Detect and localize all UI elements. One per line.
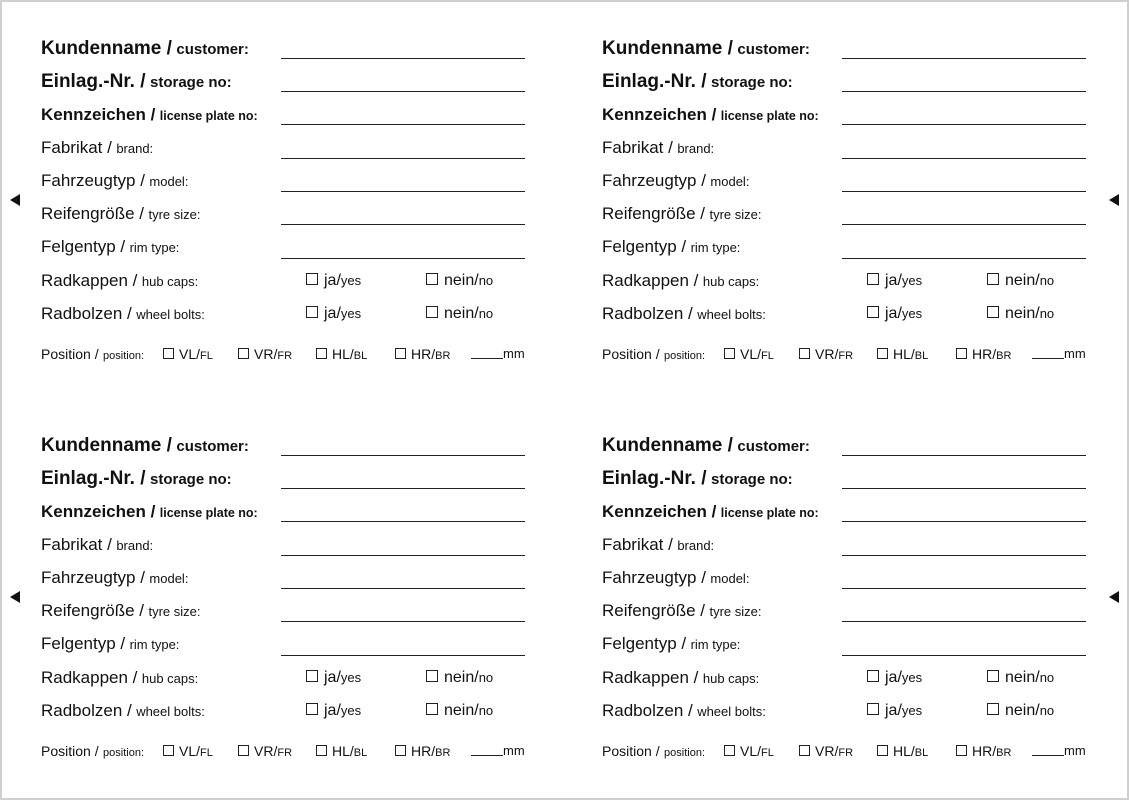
checkbox-icon[interactable] xyxy=(867,273,879,285)
checkbox-icon[interactable] xyxy=(956,348,967,359)
position-row xyxy=(602,741,1102,761)
position-vl-option[interactable]: VL/FL xyxy=(163,741,213,763)
position-hl-option[interactable]: HL/BL xyxy=(316,344,367,366)
wheel-bolts-label: Radbolzen / wheel bolts: xyxy=(602,304,766,323)
storage-label: Einlag.-Nr. / storage no: xyxy=(41,71,232,92)
storage-label: Einlag.-Nr. / storage no: xyxy=(41,468,232,489)
tyre-label-card xyxy=(602,434,1102,794)
brand-field[interactable] xyxy=(281,555,525,556)
license-plate-field[interactable] xyxy=(281,124,525,125)
storage-field[interactable] xyxy=(281,488,525,489)
hub-caps-no-option[interactable]: nein/no xyxy=(987,667,1054,689)
position-label: Position / position: xyxy=(41,346,145,362)
checkbox-icon[interactable] xyxy=(163,348,174,359)
wheel-bolts-yes-option[interactable]: ja/yes xyxy=(867,303,922,325)
checkbox-icon[interactable] xyxy=(724,745,735,756)
position-vr-option[interactable]: VR/FR xyxy=(238,741,292,763)
model-field[interactable] xyxy=(281,191,525,192)
checkbox-icon[interactable] xyxy=(987,273,999,285)
tyre-label-card xyxy=(602,37,1102,397)
wheel-bolts-label: Radbolzen / wheel bolts: xyxy=(41,304,205,323)
hub-caps-yes-option[interactable]: ja/yes xyxy=(867,270,922,292)
triangle-left-icon xyxy=(1109,591,1119,603)
millimeter-field[interactable]: mm xyxy=(471,344,525,364)
storage-field[interactable] xyxy=(842,488,1086,489)
checkbox-icon[interactable] xyxy=(867,306,879,318)
hub-caps-label: Radkappen / hub caps: xyxy=(602,271,760,290)
license-plate-label: Kennzeichen / license plate no: xyxy=(41,502,258,521)
tyre-size-label: Reifengröße / tyre size: xyxy=(602,204,762,223)
brand-field[interactable] xyxy=(281,158,525,159)
model-field[interactable] xyxy=(842,191,1086,192)
wheel-bolts-no-option[interactable]: nein/no xyxy=(987,303,1054,325)
position-label: Position / position: xyxy=(41,743,145,759)
tyre-size-field[interactable] xyxy=(281,224,525,225)
customer-label: Kundenname / customer: xyxy=(41,38,249,59)
position-label: Position / position: xyxy=(602,743,706,759)
position-hr-option[interactable]: HR/BR xyxy=(395,741,450,763)
brand-label: Fabrikat / brand: xyxy=(602,535,715,554)
brand-label: Fabrikat / brand: xyxy=(41,138,154,157)
position-vr-option[interactable]: VR/FR xyxy=(799,741,853,763)
license-plate-label: Kennzeichen / license plate no: xyxy=(602,105,819,124)
checkbox-icon[interactable] xyxy=(867,703,879,715)
checkbox-icon[interactable] xyxy=(306,273,318,285)
license-plate-field[interactable] xyxy=(842,521,1086,522)
tyre-size-label: Reifengröße / tyre size: xyxy=(41,601,201,620)
rim-type-field[interactable] xyxy=(281,655,525,656)
hub-caps-yes-option[interactable]: ja/yes xyxy=(306,270,361,292)
checkbox-icon[interactable] xyxy=(877,745,888,756)
checkbox-icon[interactable] xyxy=(956,745,967,756)
checkbox-icon[interactable] xyxy=(306,670,318,682)
wheel-bolts-no-option[interactable]: nein/no xyxy=(987,700,1054,722)
customer-field[interactable] xyxy=(842,455,1086,456)
customer-label: Kundenname / customer: xyxy=(41,435,249,456)
position-vl-option[interactable]: VL/FL xyxy=(724,344,774,366)
hub-caps-no-option[interactable]: nein/no xyxy=(426,270,493,292)
checkbox-icon[interactable] xyxy=(799,745,810,756)
millimeter-field[interactable]: mm xyxy=(471,741,525,761)
brand-label: Fabrikat / brand: xyxy=(41,535,154,554)
wheel-bolts-label: Radbolzen / wheel bolts: xyxy=(602,701,766,720)
wheel-bolts-no-option[interactable]: nein/no xyxy=(426,700,493,722)
position-row xyxy=(41,741,541,761)
hub-caps-yes-option[interactable]: ja/yes xyxy=(306,667,361,689)
model-label: Fahrzeugtyp / model: xyxy=(41,171,189,190)
checkbox-icon[interactable] xyxy=(238,348,249,359)
checkbox-icon[interactable] xyxy=(987,670,999,682)
position-hl-option[interactable]: HL/BL xyxy=(877,344,928,366)
model-label: Fahrzeugtyp / model: xyxy=(41,568,189,587)
model-label: Fahrzeugtyp / model: xyxy=(602,568,750,587)
storage-field[interactable] xyxy=(281,91,525,92)
rim-type-field[interactable] xyxy=(842,258,1086,259)
tyre-size-field[interactable] xyxy=(281,621,525,622)
model-field[interactable] xyxy=(281,588,525,589)
customer-label: Kundenname / customer: xyxy=(602,435,810,456)
tyre-size-field[interactable] xyxy=(842,621,1086,622)
position-hl-option[interactable]: HL/BL xyxy=(877,741,928,763)
wheel-bolts-yes-option[interactable]: ja/yes xyxy=(306,303,361,325)
tyre-label-card xyxy=(41,37,541,397)
rim-type-label: Felgentyp / rim type: xyxy=(41,634,180,653)
hub-caps-label: Radkappen / hub caps: xyxy=(41,668,199,687)
rim-type-label: Felgentyp / rim type: xyxy=(602,634,741,653)
license-plate-field[interactable] xyxy=(281,521,525,522)
checkbox-icon[interactable] xyxy=(306,703,318,715)
storage-label: Einlag.-Nr. / storage no: xyxy=(602,468,793,489)
tyre-size-label: Reifengröße / tyre size: xyxy=(41,204,201,223)
millimeter-field[interactable]: mm xyxy=(1032,741,1086,761)
wheel-bolts-yes-option[interactable]: ja/yes xyxy=(306,700,361,722)
position-hl-option[interactable]: HL/BL xyxy=(316,741,367,763)
license-plate-label: Kennzeichen / license plate no: xyxy=(602,502,819,521)
hub-caps-no-option[interactable]: nein/no xyxy=(426,667,493,689)
hub-caps-no-option[interactable]: nein/no xyxy=(987,270,1054,292)
position-row xyxy=(41,344,541,364)
position-vl-option[interactable]: VL/FL xyxy=(724,741,774,763)
checkbox-icon[interactable] xyxy=(426,703,438,715)
customer-field[interactable] xyxy=(281,58,525,59)
wheel-bolts-label: Radbolzen / wheel bolts: xyxy=(41,701,205,720)
storage-field[interactable] xyxy=(842,91,1086,92)
position-hr-option[interactable]: HR/BR xyxy=(956,344,1011,366)
checkbox-icon[interactable] xyxy=(426,306,438,318)
position-hr-option[interactable]: HR/BR xyxy=(395,344,450,366)
wheel-bolts-no-option[interactable]: nein/no xyxy=(426,303,493,325)
checkbox-icon[interactable] xyxy=(395,745,406,756)
checkbox-icon[interactable] xyxy=(867,670,879,682)
brand-field[interactable] xyxy=(842,555,1086,556)
brand-label: Fabrikat / brand: xyxy=(602,138,715,157)
checkbox-icon[interactable] xyxy=(316,348,327,359)
customer-label: Kundenname / customer: xyxy=(602,38,810,59)
rim-type-label: Felgentyp / rim type: xyxy=(602,237,741,256)
position-vr-option[interactable]: VR/FR xyxy=(799,344,853,366)
hub-caps-yes-option[interactable]: ja/yes xyxy=(867,667,922,689)
checkbox-icon[interactable] xyxy=(426,273,438,285)
position-vr-option[interactable]: VR/FR xyxy=(238,344,292,366)
storage-label: Einlag.-Nr. / storage no: xyxy=(602,71,793,92)
checkbox-icon[interactable] xyxy=(724,348,735,359)
tyre-label-card xyxy=(41,434,541,794)
position-row xyxy=(602,344,1102,364)
checkbox-icon[interactable] xyxy=(426,670,438,682)
checkbox-icon[interactable] xyxy=(238,745,249,756)
license-plate-field[interactable] xyxy=(842,124,1086,125)
position-hr-option[interactable]: HR/BR xyxy=(956,741,1011,763)
tyre-size-field[interactable] xyxy=(842,224,1086,225)
rim-type-field[interactable] xyxy=(842,655,1086,656)
model-label: Fahrzeugtyp / model: xyxy=(602,171,750,190)
triangle-left-icon xyxy=(1109,194,1119,206)
checkbox-icon[interactable] xyxy=(306,306,318,318)
wheel-bolts-yes-option[interactable]: ja/yes xyxy=(867,700,922,722)
millimeter-field[interactable]: mm xyxy=(1032,344,1086,364)
checkbox-icon[interactable] xyxy=(987,703,999,715)
checkbox-icon[interactable] xyxy=(987,306,999,318)
license-plate-label: Kennzeichen / license plate no: xyxy=(41,105,258,124)
triangle-left-icon xyxy=(10,591,20,603)
checkbox-icon[interactable] xyxy=(163,745,174,756)
customer-field[interactable] xyxy=(842,58,1086,59)
checkbox-icon[interactable] xyxy=(395,348,406,359)
rim-type-field[interactable] xyxy=(281,258,525,259)
triangle-left-icon xyxy=(10,194,20,206)
customer-field[interactable] xyxy=(281,455,525,456)
hub-caps-label: Radkappen / hub caps: xyxy=(41,271,199,290)
position-vl-option[interactable]: VL/FL xyxy=(163,344,213,366)
hub-caps-label: Radkappen / hub caps: xyxy=(602,668,760,687)
checkbox-icon[interactable] xyxy=(799,348,810,359)
brand-field[interactable] xyxy=(842,158,1086,159)
checkbox-icon[interactable] xyxy=(877,348,888,359)
position-label: Position / position: xyxy=(602,346,706,362)
model-field[interactable] xyxy=(842,588,1086,589)
tyre-size-label: Reifengröße / tyre size: xyxy=(602,601,762,620)
checkbox-icon[interactable] xyxy=(316,745,327,756)
rim-type-label: Felgentyp / rim type: xyxy=(41,237,180,256)
